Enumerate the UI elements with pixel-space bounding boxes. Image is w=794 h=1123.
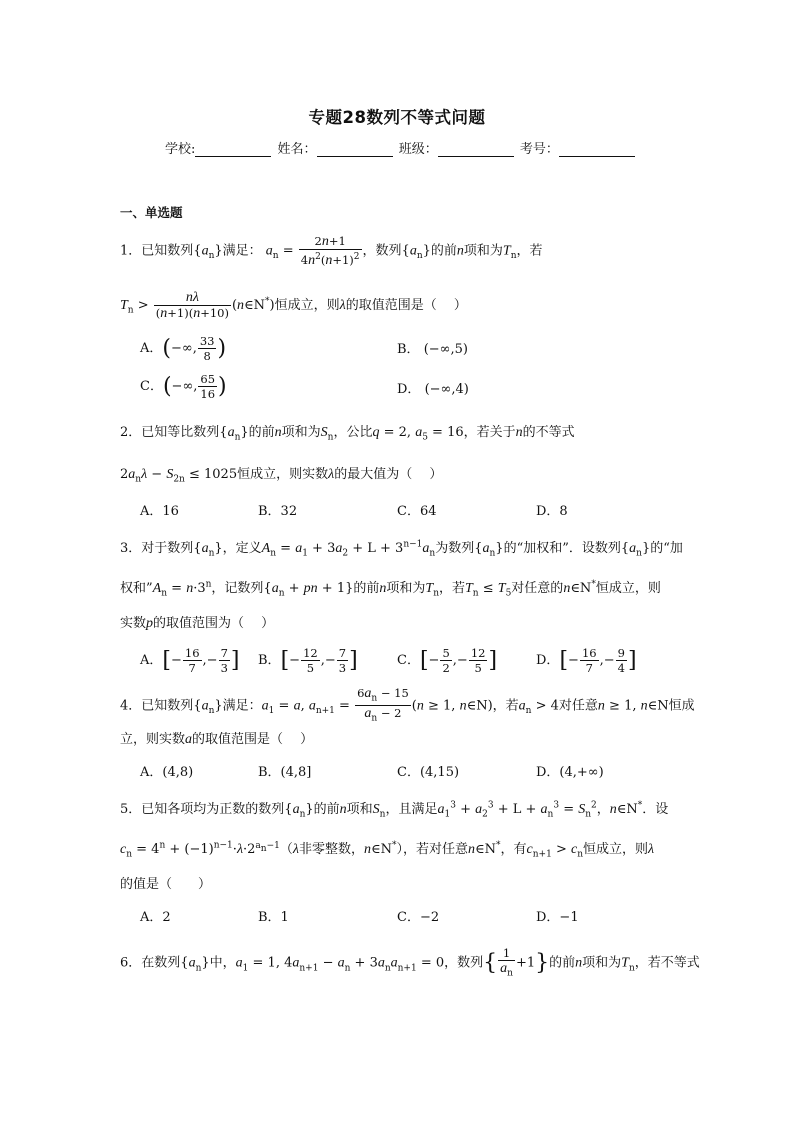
number-label: 考号： <box>519 142 559 157</box>
q3-option-c: C．[− $\frac{5}{2}$ ,− $\frac{12}{5}$ ] <box>397 646 498 675</box>
q4-option-a: A．(4,8) <box>140 765 194 780</box>
q4-option-c: C．(4,15) <box>397 765 460 780</box>
q5-option-d: D．−1 <box>536 910 579 925</box>
q3-option-a: A．[− $\frac{16}{7}$ ,− $\frac{7}{3}$ ] <box>140 646 240 675</box>
q2-option-b: B．32 <box>258 504 298 519</box>
q4-option-d: D．(4,+∞) <box>536 765 604 780</box>
q5-line1: 5．已知各项均为正数的数列$\{a_n\}$的前n项和$S_n$，且满足$a_1^3 + a_2^3 + L + a_n^3 = S_n^2$，n∈N*．设 <box>120 800 669 820</box>
school-blank <box>195 142 271 157</box>
q2-option-c: C．64 <box>397 504 437 519</box>
q2-option-a: A．16 <box>140 504 179 519</box>
q6-line1: 6．在数列$\{a_n\}$中，$a_1 = 1$, $4a_{n+1} - a_n + 3a_na_{n+1} = 0$，数列{ $\frac{1}{a_n}$ +1}的前n项和为$T_n$，若不等式 <box>120 946 700 979</box>
q5-option-b: B．1 <box>258 910 289 925</box>
q3-line2: 权和$”A_n = n\cdot 3^n$，记数列{$a_n$ + pn + 1}的前n项和为$T_n$，若$T_n \le T_5$对任意的n∈N*恒成立，则 <box>120 579 661 599</box>
q1-option-d: D． (−∞,4) <box>397 382 469 397</box>
name-label: 姓名： <box>277 142 317 157</box>
number-blank <box>559 142 635 157</box>
q1-line1: 1．已知数列$\{a_n\}$满足： $a_n$ = $\frac{2n+1}{4n^2(n+1)^2}$ ，数列$\{a_n\}$的前n项和为$T_n$，若 <box>120 234 543 268</box>
q2-option-d: D．8 <box>536 504 568 519</box>
q4-line1: 4．已知数列$\{a_n\}$满足：$a_1 = a$, $a_{n+1}$ = $\frac{6a_n - 15}{a_n - 2}$ (n ≥ 1, n∈N)，若$a_n > 4$对任意n ≥ 1, n∈N恒成 <box>120 686 695 724</box>
q5-option-c: C．−2 <box>397 910 440 925</box>
q3-option-d: D．[− $\frac{16}{7}$ ,− $\frac{9}{4}$ ] <box>536 646 637 675</box>
name-blank <box>317 142 393 157</box>
q3-line1: 3．对于数列$\{a_n\}$，定义$A_n = a_1 + 3a_2 + L + 3^{n-1}a_n$为数列$\{a_n\}$的“加权和”．设数列$\{a_n\}$的“加 <box>120 539 683 559</box>
q4-option-b: B．(4,8] <box>258 765 312 780</box>
q1-option-a: A．(−∞, $\frac{33}{8}$ ) <box>140 334 227 363</box>
q1-formula: $\frac{2n+1}{4n^2(n+1)^2}$ <box>300 234 360 268</box>
q3-line3: 实数p的取值范围为（ ） <box>120 616 275 631</box>
q4-line2: 立，则实数a的取值范围是（ ） <box>120 732 314 747</box>
q1-option-b: B． (−∞,5) <box>397 342 468 357</box>
q5-line2: $c_n = 4^n + (-1)^{n-1}\cdot\lambda\cdot 2^{a_n-1}(\lambda$非零整数，n∈N*），若对任意n∈N*，有$c_{n+1} > c_n$恒成立，则λ <box>120 840 655 860</box>
section-heading: 一、单选题 <box>120 205 183 220</box>
student-info-line <box>165 138 637 157</box>
school-label: 学校: <box>165 142 196 157</box>
q2-line1: 2．已知等比数列$\{a_n\}$的前n项和为$S_n$，公比q = 2, $a_5 = 16$，若关于n的不等式 <box>120 425 575 443</box>
page-title: 专题28数列不等式问题 <box>308 108 486 127</box>
q5-line3: 的值是（ ） <box>120 877 212 892</box>
q1-option-c: C．(−∞, $\frac{65}{16}$ ) <box>140 372 227 401</box>
class-label: 班级： <box>398 142 438 157</box>
q1-line2: $T_n$ > $\frac{n\lambda}{(n+1)(n+10)}$ (n∈N*)恒成立，则λ的取值范围是（ ） <box>120 290 467 321</box>
q3-option-b: B．[− $\frac{12}{5}$ ,− $\frac{7}{3}$ ] <box>258 646 358 675</box>
class-blank <box>438 142 514 157</box>
q5-option-a: A．2 <box>140 910 171 925</box>
q2-line2: $2a_n\lambda - S_{2n} \le 1025$恒成立，则实数λ的最大值为（ ） <box>120 467 443 485</box>
